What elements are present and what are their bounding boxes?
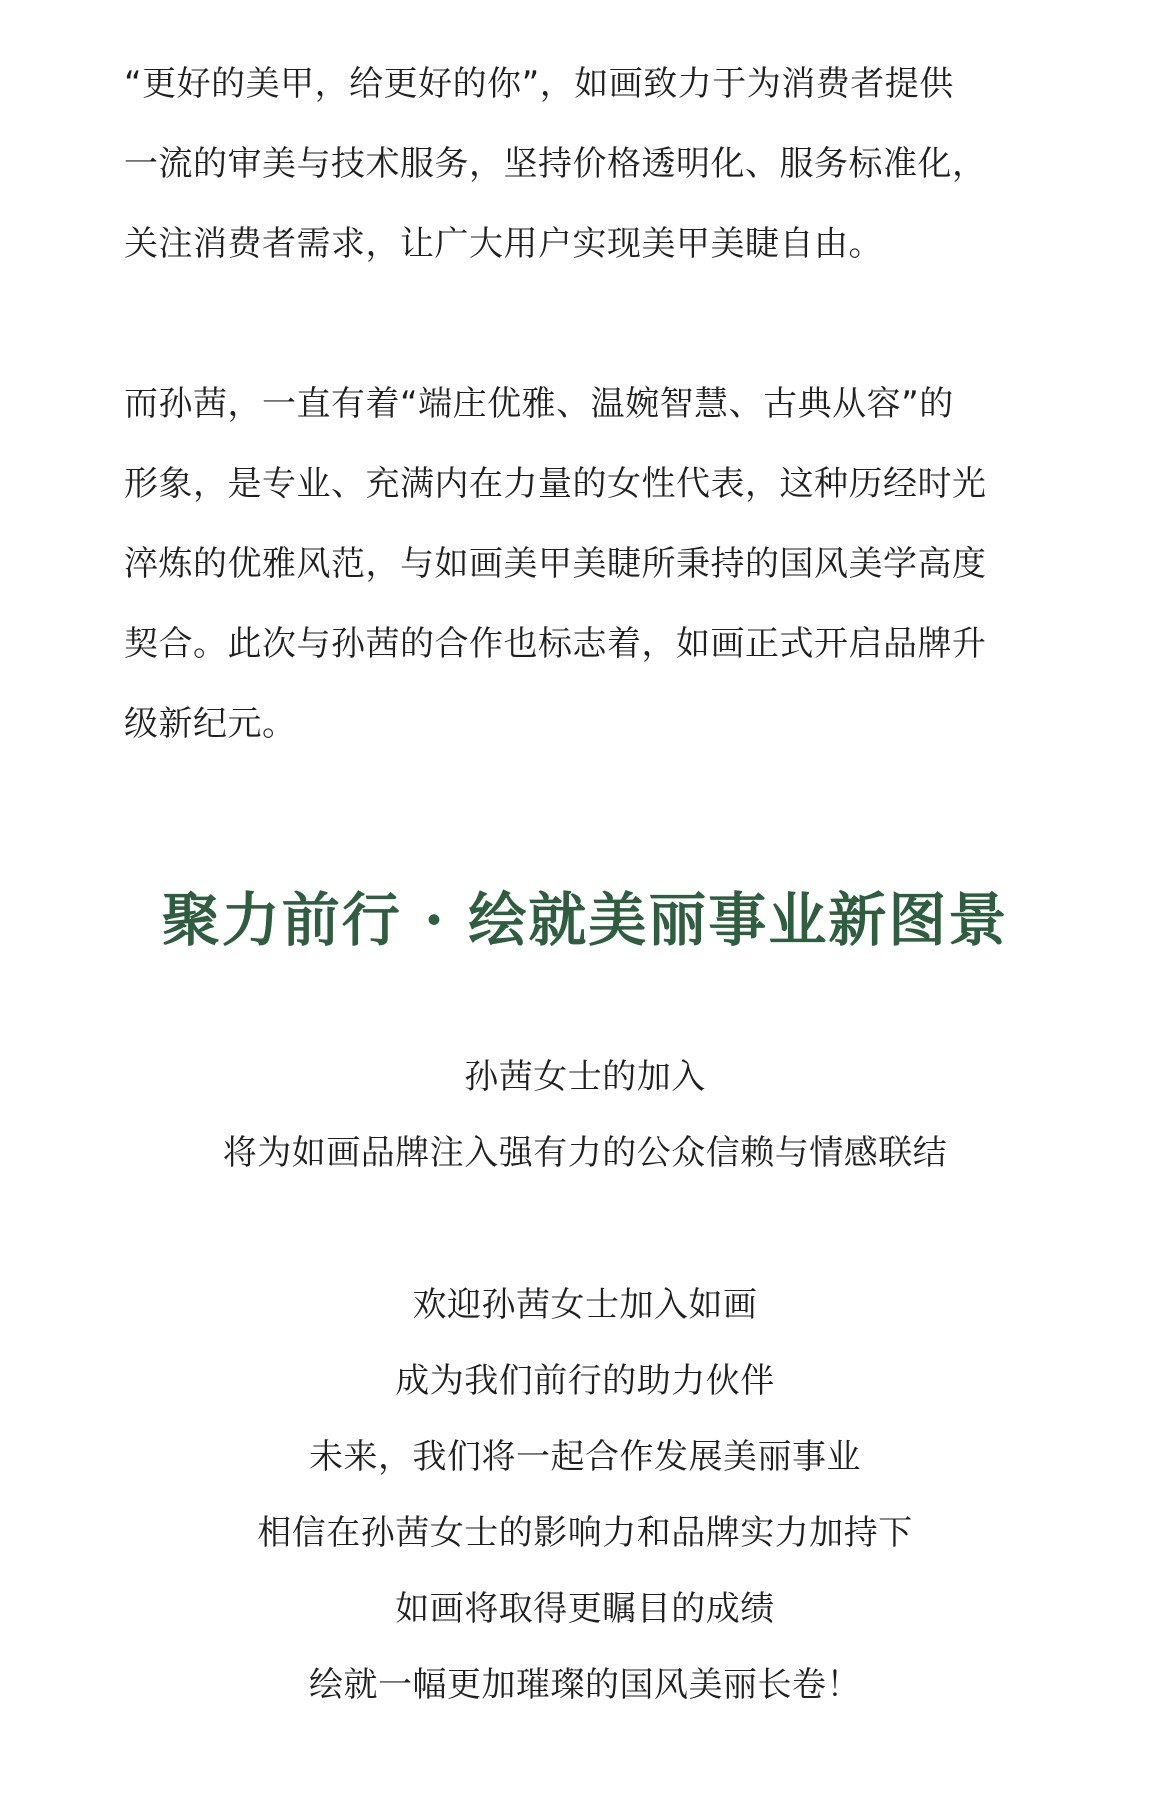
paragraph-line: 关注消费者需求，让广大用户实现美甲美睫自由。 <box>124 224 883 264</box>
welcome-block <box>0 1267 1170 1723</box>
brand-paragraph <box>124 44 1024 284</box>
centered-line: 如画将取得更瞩目的成绩 <box>395 1589 775 1629</box>
centered-line: 绘就一幅更加璀璨的国风美丽长卷！ <box>309 1665 861 1705</box>
paragraph-line: 一流的审美与技术服务，坚持价格透明化、服务标准化， <box>124 144 987 184</box>
paragraph-line: “更好的美甲，给更好的你”，如画致力于为消费者提供 <box>124 64 954 104</box>
paragraph-line: 而孙茜，一直有着“端庄优雅、温婉智慧、古典从容”的 <box>124 384 954 424</box>
centered-line: 将为如画品牌注入强有力的公众信赖与情感联结 <box>222 1133 948 1173</box>
centered-line: 相信在孙茜女士的影响力和品牌实力加持下 <box>257 1513 913 1553</box>
section-heading: 聚力前行 · 绘就美丽事业新图景 <box>161 886 1009 954</box>
paragraph-line: 级新纪元。 <box>124 704 297 744</box>
centered-line: 未来，我们将一起合作发展美丽事业 <box>309 1437 861 1477</box>
centered-line: 成为我们前行的助力伙伴 <box>395 1361 775 1401</box>
paragraph-line: 淬炼的优雅风范，与如画美甲美睫所秉持的国风美学高度 <box>124 544 987 584</box>
paragraph-line: 契合。此次与孙茜的合作也标志着，如画正式开启品牌升 <box>124 624 987 664</box>
paragraph-line: 形象，是专业、充满内在力量的女性代表，这种历经时光 <box>124 464 987 504</box>
centered-line: 欢迎孙茜女士加入如画 <box>412 1285 758 1325</box>
centered-line: 孙茜女士的加入 <box>464 1057 706 1097</box>
intro-block <box>0 1039 1170 1191</box>
partnership-paragraph <box>124 364 1024 764</box>
